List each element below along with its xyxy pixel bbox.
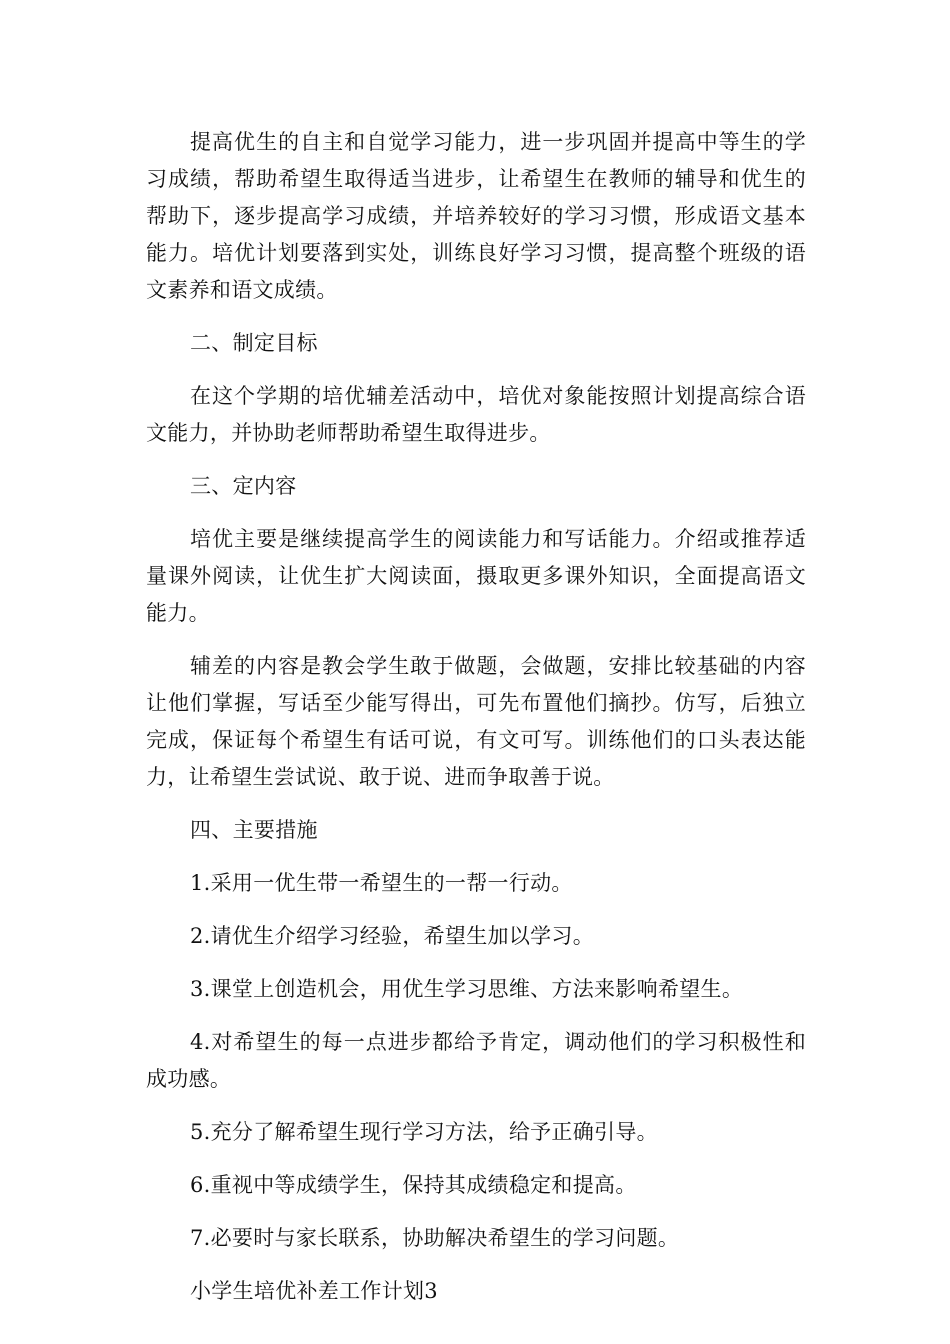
paragraph-content-advanced: 培优主要是继续提高学生的阅读能力和写话能力。介绍或推荐适量课外阅读，让优生扩大阅读面，摄取更多课外知识，全面提高语文能力。 xyxy=(146,527,806,625)
document-body xyxy=(146,124,806,1310)
paragraph-goals: 在这个学期的培优辅差活动中，培优对象能按照计划提高综合语文能力，并协助老师帮助希望生取得进步。 xyxy=(146,384,806,445)
paragraph-content-remedial: 辅差的内容是教会学生敢于做题，会做题，安排比较基础的内容让他们掌握，写话至少能写得出，可先布置他们摘抄。仿写，后独立完成，保证每个希望生有话可说，有文可写。训练他们的口头表达能力，让希望生尝试说、敢于说、进而争取善于说。 xyxy=(146,654,806,789)
measure-item-7: 7.必要时与家长联系，协助解决希望生的学习问题。 xyxy=(190,1226,680,1250)
measure-item-2: 2.请优生介绍学习经验，希望生加以学习。 xyxy=(190,924,595,948)
measure-item-1: 1.采用一优生带一希望生的一帮一行动。 xyxy=(190,871,573,895)
paragraph-intro: 提高优生的自主和自觉学习能力，进一步巩固并提高中等生的学习成绩，帮助希望生取得适当进步，让希望生在教师的辅导和优生的帮助下，逐步提高学习成绩，并培养较好的学习习惯，形成语文基本能力。培优计划要落到实处，训练良好学习习惯，提高整个班级的语文素养和语文成绩。 xyxy=(146,130,806,302)
measure-item-3: 3.课堂上创造机会，用优生学习思维、方法来影响希望生。 xyxy=(190,977,744,1001)
heading-content: 三、定内容 xyxy=(190,474,297,498)
heading-measures: 四、主要措施 xyxy=(190,818,318,842)
next-section-title: 小学生培优补差工作计划3 xyxy=(190,1279,438,1303)
measure-item-6: 6.重视中等成绩学生，保持其成绩稳定和提高。 xyxy=(190,1173,637,1197)
heading-set-goals: 二、制定目标 xyxy=(190,331,318,355)
measure-item-4: 4.对希望生的每一点进步都给予肯定，调动他们的学习积极性和成功感。 xyxy=(146,1030,806,1091)
measure-item-5: 5.充分了解希望生现行学习方法，给予正确引导。 xyxy=(190,1120,658,1144)
